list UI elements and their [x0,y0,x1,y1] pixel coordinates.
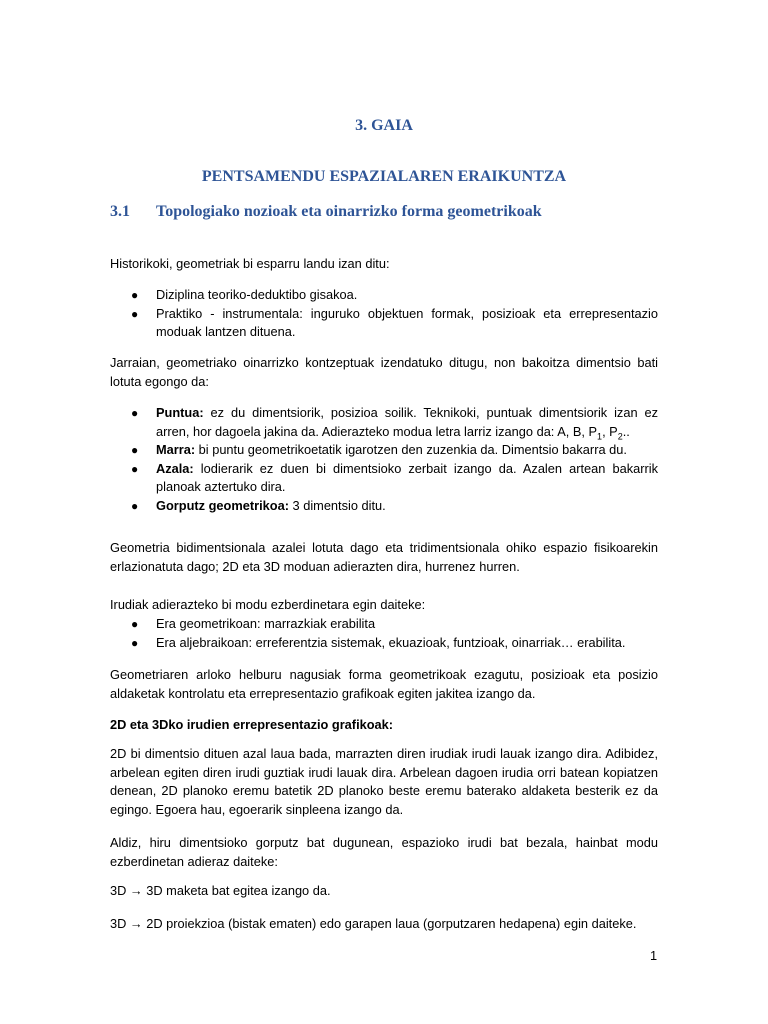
bullet-list-fields [110,286,658,342]
page-number: 1 [650,948,658,963]
list-item-text: .. [622,423,630,439]
list-item-text: Diziplina teoriko-deduktibo gisakoa. [156,287,358,302]
list-item [110,634,658,653]
list-item-text: Praktiko - instrumentala: inguruko objektuen formak, posizioak eta errepresentazio moduak lantzen dituena. [156,305,658,339]
section-number: 3.1 [110,203,130,220]
goals-paragraph: Geometriaren arloko helburu nagusiak forma geometrikoak ezagutu, posizioak eta posizio aldaketak kontrolatu eta errepresentazio grafikoak egiten jakitea izango da. [110,667,658,701]
bullet-icon: ● [131,635,139,650]
list-item [110,615,658,634]
list-item [110,441,658,460]
subscript: 2 [617,431,623,442]
concepts-paragraph: Jarraian, geometriako oinarrizko kontzeptuak izendatuko ditugu, non bakoitza dimentsio bati lotuta egongo da: [110,355,658,389]
term-label: Puntua: [156,405,204,420]
bullet-list-methods [110,615,658,652]
chapter-heading: 3. GAIA [355,117,413,134]
list-item-text: lodierarik ez duen bi dimentsioko zerbait izango da. Azalen artean bakarrik planoak aztertuko dira. [156,460,658,494]
section-title: Topologiako nozioak eta oinarrizko forma geometrikoak [156,203,542,220]
term-label: Azala: [156,460,194,476]
bullet-icon: ● [131,443,139,457]
list-item [110,305,658,342]
subheading: 2D eta 3Dko irudien errepresentazio grafikoak: [110,717,394,732]
bullet-icon: ● [131,617,139,631]
list-item [110,460,658,497]
list-item-text: ez du dimentsiorik, posizioa soilik. Teknikoki, puntuak dimentsiorik izan ez arren, hor dagoela jakina da. Adierazteko modua letra larriz izango da: A, B, P [156,405,658,439]
projection-line: 3D → 2D proiekzioa (bistak ematen) edo garapen laua (gorputzaren hedapena) egin daiteke. [110,916,637,931]
dimensions-paragraph: Geometria bidimentsionala azalei lotuta dago eta tridimentsionala ohiko espazio fisikoarekin erlazionatuta dago; 2D eta 3D moduan adierazten dira, hurrenez hurren. [110,540,658,574]
list-item-text: , P [602,423,618,439]
representation-intro: Irudiak adierazteko bi modu ezberdinetara egin daiteke: [110,597,426,612]
list-item-text: Era aljebraikoan: erreferentzia sistemak, ekuazioak, funtzioak, oinarriak… erabilita. [156,634,626,650]
solid-figures-paragraph: Aldiz, hiru dimentsioko gorputz bat dugunean, espazioko irudi bat bezala, hainbat modu ezberdinetan adieraz daiteke: [110,835,658,869]
bullet-icon: ● [131,461,139,476]
intro-paragraph: Historikoki, geometriak bi esparru landu izan ditu: [110,256,390,271]
list-item-text: 3 dimentsio ditu. [288,497,386,513]
term-label: Gorputz geometrikoa: [156,497,289,513]
bullet-list-concepts [110,404,658,515]
bullet-icon: ● [131,306,139,321]
bullet-icon: ● [131,288,139,302]
bullet-icon: ● [131,498,139,513]
term-label: Marra: [156,442,196,457]
bullet-icon: ● [131,406,139,420]
list-item [110,497,658,516]
page-title: PENTSAMENDU ESPAZIALAREN ERAIKUNTZA [201,168,567,185]
subscript: 1 [597,431,603,442]
flat-figures-paragraph: 2D bi dimentsio dituen azal laua bada, marrazten diren irudiak irudi lauak izango dira. Adibidez, arbelean egiten diren irudi guztiak irudi lauak dira. Arbelean dagoen irudia orri batean kopiatzen denean, 2D planoko eremu batetik 2D planoko beste eremu baterako aldaketa besterik ez da egingo. Egoera hau, egoerarik sinpleena izango da. [110,746,658,817]
model-line: 3D → 3D maketa bat egitea izango da. [110,883,331,898]
list-item [110,286,658,305]
list-item-text: Era geometrikoan: marrazkiak erabilita [156,616,376,631]
list-item-text: bi puntu geometrikoetatik igarotzen den zuzenkia da. Dimentsio bakarra du. [195,442,627,457]
section-heading [110,203,542,221]
list-item [110,404,658,441]
